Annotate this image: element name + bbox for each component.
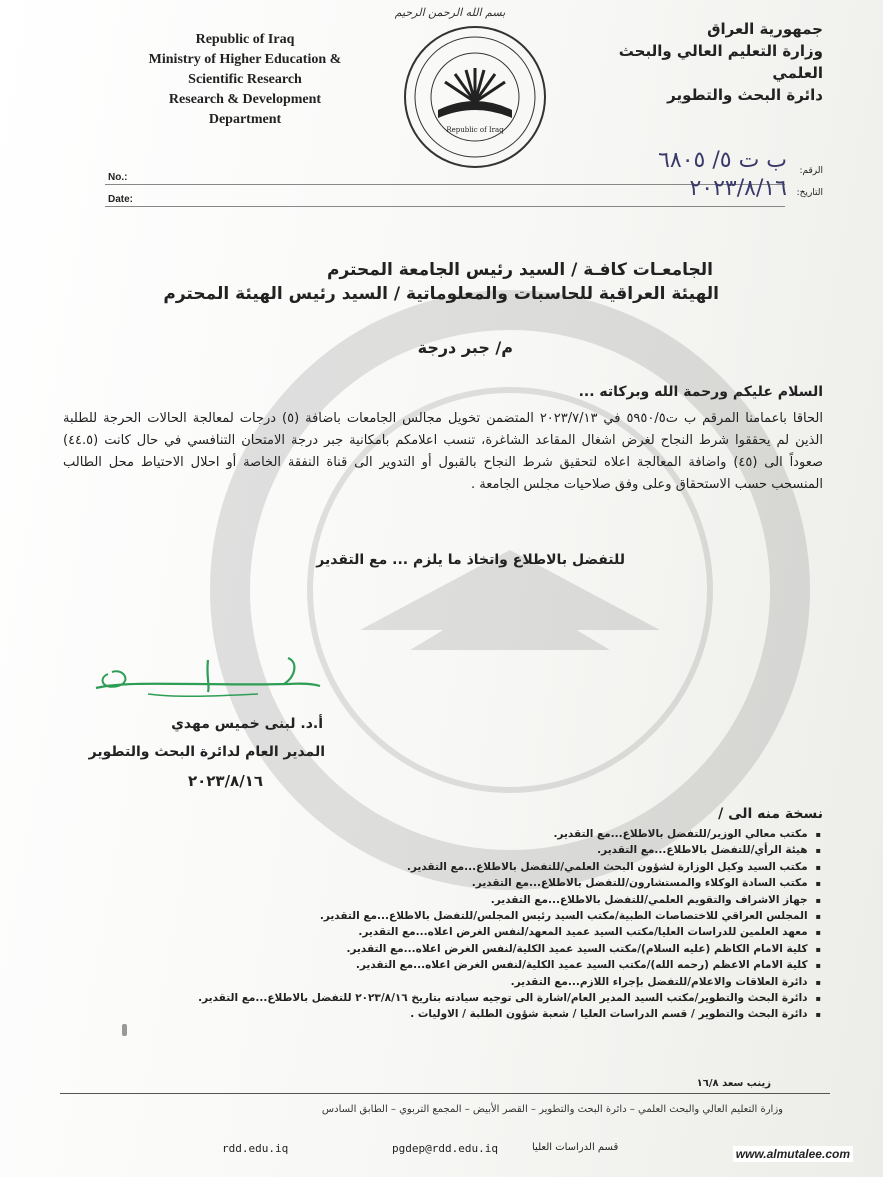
addressee-universities: الجامعـات كافـة / السيد رئيس الجامعة المحترم	[326, 260, 713, 280]
footer-divider	[60, 1093, 830, 1094]
list-item: ▪ مكتب معالي الوزير/للتفضل بالاطلاع...مع التقدير.	[101, 826, 821, 842]
footer-email[interactable]: pgdep@rdd.edu.iq	[392, 1142, 498, 1155]
signer-title: المدير العام لدائرة البحث والتطوير	[88, 744, 325, 760]
en-head-line: Department	[208, 112, 282, 127]
letter-subject: م/ جبر درجة	[417, 338, 513, 357]
list-item: ▪ دائرة العلاقات والاعلام/للتفضل بإجراء اللازم...مع التقدير.	[101, 974, 821, 990]
list-item: ▪ معهد العلمين للدراسات العليا/مكتب السيد عميد المعهد/لنفس الغرض اعلاه...مع التقدير.	[101, 924, 821, 940]
ar-head-line: وزارة التعليم العالي والبحث العلمي	[618, 42, 823, 82]
en-head-line: Scientific Research	[188, 72, 302, 87]
arabic-letterhead	[563, 18, 823, 106]
en-head-line: Republic of Iraq	[195, 32, 295, 47]
list-item: ▪ المجلس العراقي للاختصاصات الطبية/مكتب السيد رئيس المجلس/للتفضل بالاطلاع...مع التقدير.	[101, 908, 821, 924]
typist-initials: زينب سعد ١٦/٨	[696, 1078, 771, 1089]
ref-date-value: ٢٠٢٣/٨/١٦	[689, 176, 787, 201]
divider	[105, 206, 785, 207]
greeting: السلام عليكم ورحمة الله وبركاته ...	[578, 384, 823, 400]
en-head-line: Research & Development	[168, 92, 322, 107]
ref-date-label: التاريخ:	[796, 188, 823, 198]
divider	[105, 184, 785, 185]
letter-body: الحاقا باعمامنا المرقم ب ت٥٩٥٠/٥ في ٢٠٢٣/٧/١٣ المتضمن تخويل مجالس الجامعات باضافة (٥) درجات لمعالجة الحالات الحرجة للطلبة الذين لم يحققوا شرط النجاح لغرض اشغال المقاعد الشاغرة، تنسب اعلامكم بامكانية جبر درجة الامتحان التنافسي في حال كانت (٤٤.٥) صعوداً الى (٤٥) واضافة المعالجة اعلاه لتحقيق شرط النجاح بالقبول أو التدوير الى قناة النفقة الخاصة أو احلال الاحتياط محل الطالب المنسحب حسب الاستحقاق وعلى وفق صلاحيات مجلس الجامعة .	[63, 411, 824, 492]
seal-caption: Republic of Iraq	[446, 126, 504, 134]
ref-number-label: الرقم:	[799, 166, 823, 176]
bismillah: بسم الله الرحمن الرحيم	[394, 6, 506, 19]
copies-title: نسخة منه الى /	[718, 806, 823, 822]
ref-number-value: ب ت ٥/ ٦٨٠٥	[658, 148, 787, 173]
list-item: ▪ دائرة البحث والتطوير/مكتب السيد المدير العام/اشارة الى توجيه سيادته بتاريخ ٢٠٢٣/٨/١٦ للتفضل بالاطلاع...مع التقدير.	[101, 990, 821, 1006]
footer-website[interactable]: rdd.edu.iq	[222, 1142, 289, 1155]
list-item: ▪ كلية الامام الكاظم (عليه السلام)/مكتب السيد عميد الكلية/لنفس الغرض اعلاه...مع التقدير.	[101, 941, 821, 957]
list-item: ▪ جهاز الاشراف والتقويم العلمي/للتفضل بالاطلاع...مع التقدير.	[101, 892, 821, 908]
background-seal-watermark	[210, 290, 810, 890]
list-item: ▪ مكتب السيد وكيل الوزارة لشؤون البحث العلمي/للتفضل بالاطلاع...مع التقدير.	[101, 859, 821, 875]
ar-head-line: دائرة البحث والتطوير	[667, 86, 823, 104]
list-item: ▪ هيئة الرأي/للتفضل بالاطلاع...مع التقدير.	[101, 842, 821, 858]
footer-address: وزارة التعليم العالي والبحث العلمي – دائرة البحث والتطوير – القصر الأبيض – المجمع التربوي – الطابق السادس	[321, 1104, 783, 1115]
closing-line: للتفضل بالاطلاع واتخاذ ما يلزم ... مع التقدير	[316, 552, 625, 568]
source-watermark: www.almutalee.com	[733, 1146, 853, 1162]
signer-name: أ.د. لبنى خميس مهدي	[171, 716, 323, 732]
number-label: No.:	[108, 172, 128, 183]
list-item: ▪ دائرة البحث والتطوير / قسم الدراسات العليا / شعبة شؤون الطلبة / الاوليات .	[101, 1006, 821, 1022]
list-item: ▪ كلية الامام الاعظم (رحمه الله)/مكتب السيد عميد الكلية/لنفس الغرض اعلاه...مع التقدير.	[101, 957, 821, 973]
ar-head-line: جمهورية العراق	[707, 20, 823, 38]
handwritten-signature	[88, 650, 328, 710]
addressee-commission: الهيئة العراقية للحاسبات والمعلوماتية / السيد رئيس الهيئة المحترم	[163, 284, 719, 304]
ministry-seal-logo	[400, 22, 550, 172]
date-label: Date:	[108, 194, 134, 205]
footer-dept: قسم الدراسات العليا	[532, 1142, 619, 1153]
list-item: ▪ مكتب السادة الوكلاء والمستشارون/للتفضل بالاطلاع...مع التقدير.	[101, 875, 821, 891]
copies-list	[101, 826, 821, 1023]
signer-date: ٢٠٢٣/٨/١٦	[187, 772, 263, 790]
staple-mark	[122, 1024, 127, 1036]
english-letterhead	[110, 30, 380, 130]
en-head-line: Ministry of Higher Education &	[148, 52, 342, 67]
